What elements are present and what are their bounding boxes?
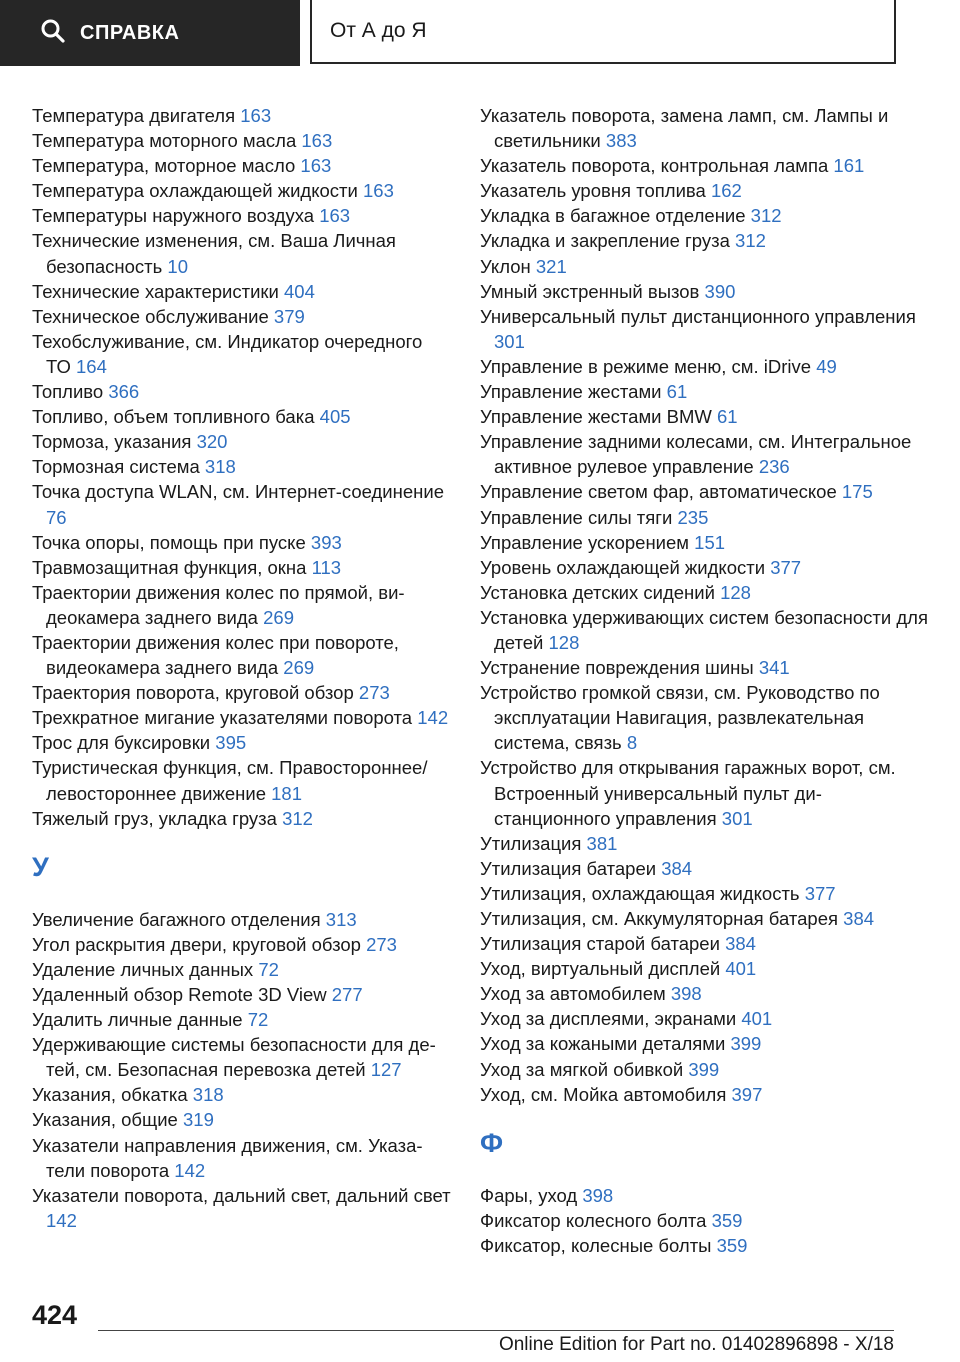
index-entry <box>32 1082 452 1107</box>
top-navigation-bar <box>0 0 960 66</box>
page-reference-link[interactable]: 404 <box>284 280 315 302</box>
page-reference-link[interactable]: 142 <box>174 1159 206 1181</box>
page-reference-link[interactable]: 401 <box>725 958 757 980</box>
index-entry-text: Трехкратное мигание указателями поворота <box>32 707 418 729</box>
index-entry <box>32 479 452 529</box>
page-reference-link[interactable]: 390 <box>704 280 736 302</box>
index-entry-text: Увеличение багажного отделения <box>32 908 326 930</box>
index-entry-text: Установка детских сидений <box>480 581 721 603</box>
index-entry-text: Технические изменения, см. Ваша Личная безопасность <box>32 230 396 277</box>
page-reference-link[interactable]: 401 <box>741 1008 773 1030</box>
page-reference-link[interactable]: 277 <box>331 984 363 1005</box>
search-reference-tab[interactable] <box>0 0 300 66</box>
page-reference-link[interactable]: 318 <box>192 1084 224 1106</box>
index-entry <box>32 103 452 128</box>
index-entry <box>480 304 930 354</box>
index-entry-text: Устройство для открывания гаражных ворот, см. Встроенный универсальный пульт дистанционного управления <box>480 757 896 829</box>
index-entry <box>480 1082 930 1107</box>
index-entry <box>480 755 930 830</box>
index-entry <box>480 429 930 479</box>
index-entry-text: Уход за автомобилем <box>480 983 671 1005</box>
index-entry-text: Трос для буксировки <box>32 732 216 754</box>
index-entry-text: Универсальный пульт дистанционного управления <box>480 305 916 327</box>
index-entry-text: Температура, моторное масло <box>32 155 301 177</box>
search-icon <box>40 18 80 49</box>
index-entry <box>480 1233 930 1258</box>
index-entry <box>480 605 930 655</box>
footer-divider <box>98 1330 894 1331</box>
index-entry-text: Укладка в багажное отделение <box>480 205 751 227</box>
index-entry <box>32 128 452 153</box>
page-reference-link[interactable]: 72 <box>247 1009 269 1031</box>
page-reference-link[interactable]: 379 <box>273 305 305 327</box>
page-reference-link[interactable]: 393 <box>310 531 342 553</box>
index-entry-text: Температуры наружного воздуха <box>32 205 320 227</box>
index-entry-text: Уровень охлаждающей жидкости <box>480 556 771 578</box>
page-reference-link[interactable]: 163 <box>363 180 394 202</box>
index-entry <box>480 580 930 605</box>
page-reference-link[interactable]: 398 <box>582 1184 614 1206</box>
index-entry <box>480 931 930 956</box>
index-entry <box>480 831 930 856</box>
index-entry <box>480 856 930 881</box>
page-reference-link[interactable]: 312 <box>282 807 313 829</box>
index-entry-text: Удалить личные данные <box>32 1009 248 1031</box>
page-reference-link[interactable]: 128 <box>548 631 580 653</box>
page-reference-link[interactable]: 399 <box>688 1058 720 1080</box>
index-entry <box>32 1133 452 1183</box>
index-entry-text: Туристическая функция, см. Правостороннее/ левостороннее движение <box>32 757 428 804</box>
index-entry <box>32 730 452 755</box>
index-entry-text: Уход за кожаными деталями <box>480 1033 731 1055</box>
page-reference-link[interactable]: 381 <box>586 832 618 854</box>
page-reference-link[interactable]: 318 <box>204 456 236 478</box>
page-reference-link[interactable]: 49 <box>816 355 837 377</box>
index-column-right <box>480 103 930 1258</box>
page-reference-link[interactable]: 383 <box>605 130 637 152</box>
page-reference-link[interactable]: 127 <box>370 1059 402 1081</box>
index-entry-text: Траектории движения колес при повороте, видеокамера заднего вида <box>32 631 399 679</box>
page-reference-link[interactable]: 128 <box>720 581 751 603</box>
page-reference-link[interactable]: 320 <box>196 431 228 453</box>
index-entry-text: Управление силы тяги <box>480 506 678 528</box>
index-entry <box>480 555 930 580</box>
index-entry <box>480 279 930 304</box>
page-reference-link[interactable]: 151 <box>694 531 726 553</box>
index-entry-text: Указания, обкатка <box>32 1084 193 1106</box>
index-entry-text: Управление светом фар, автоматическое <box>480 481 842 503</box>
index-entry-text: Устранение повреждения шины <box>480 657 759 679</box>
page-reference-link[interactable]: 301 <box>494 330 525 352</box>
page-reference-link[interactable]: 163 <box>301 130 333 152</box>
index-entry-text: Управление задними колесами, см. Интегральное активное рулевое управление <box>480 431 912 478</box>
index-entry-text: Указатель поворота, замена ламп, см. Лампы и светильники <box>480 105 889 152</box>
index-entry <box>32 530 452 555</box>
index-entry-text: Утилизация <box>480 832 587 854</box>
index-entry <box>32 982 452 1007</box>
index-entry-text: Уклон <box>480 255 536 277</box>
index-entry-text: Траектория поворота, круговой обзор <box>32 682 359 704</box>
index-entry <box>32 957 452 982</box>
index-entry <box>32 429 452 454</box>
index-entry-text: Фиксатор, колесные болты <box>480 1234 717 1256</box>
index-entry-text: Утилизация батареи <box>480 857 662 879</box>
page-reference-link[interactable]: 377 <box>804 882 836 904</box>
index-entry <box>480 404 930 429</box>
page-reference-link[interactable]: 398 <box>670 983 702 1005</box>
index-entry <box>480 680 930 755</box>
page-reference-link[interactable]: 321 <box>535 255 567 277</box>
page-reference-link[interactable]: 236 <box>758 456 790 478</box>
index-entry <box>480 1006 930 1031</box>
page-reference-link[interactable]: 359 <box>716 1234 748 1256</box>
page-reference-link[interactable]: 72 <box>258 958 279 980</box>
index-entry-text: Тормозная система <box>32 456 205 478</box>
index-entry-text: Уход, виртуальный дисплей <box>480 958 726 980</box>
index-entry <box>32 1183 452 1233</box>
index-entry <box>32 404 452 429</box>
index-entry <box>480 479 930 504</box>
page-reference-link[interactable]: 301 <box>721 807 753 829</box>
footer-edition-text: Online Edition for Part no. 01402896898 - X/18 <box>498 1334 894 1355</box>
index-entry <box>32 630 452 680</box>
index-entry-text: Температура двигателя <box>32 105 241 126</box>
page-reference-link[interactable]: 273 <box>366 933 397 955</box>
index-entry <box>480 906 930 931</box>
index-entry <box>480 203 930 228</box>
index-entry-text: Точка опоры, помощь при пуске <box>32 531 311 553</box>
index-entry-text: Траектории движения колес по прямой, видеокамера заднего вида <box>32 581 405 628</box>
index-entry-text: Указатель уровня топлива <box>480 180 711 202</box>
index-entry <box>480 178 930 203</box>
page-reference-link[interactable]: 384 <box>725 933 756 955</box>
page-reference-link[interactable]: 366 <box>108 381 140 403</box>
index-entry-text: Указания, общие <box>32 1109 183 1131</box>
page-reference-link[interactable]: 162 <box>710 180 742 202</box>
page-reference-link[interactable]: 395 <box>215 732 247 754</box>
index-entry-text: Управление жестами <box>480 381 667 403</box>
index-entry-text: Утилизация, см. Аккумуляторная батарея <box>480 908 844 929</box>
page-reference-link[interactable]: 161 <box>833 155 865 177</box>
index-entry-text: Техническое обслуживание <box>32 305 274 327</box>
index-entry <box>480 956 930 981</box>
index-entry-text: Удерживающие системы безопасности для детей, см. Безопасная перевозка детей <box>32 1034 436 1081</box>
index-entry-text: Удаление личных данных <box>32 958 259 980</box>
page-reference-link[interactable]: 384 <box>661 857 693 879</box>
page-reference-link[interactable]: 61 <box>666 381 688 403</box>
page-reference-link[interactable]: 384 <box>843 908 875 929</box>
page-reference-link[interactable]: 175 <box>841 481 873 503</box>
index-entry <box>32 705 452 730</box>
index-entry <box>32 379 452 404</box>
page-reference-link[interactable]: 76 <box>46 506 67 528</box>
index-entry <box>480 981 930 1006</box>
index-entry-text: Фиксатор колесного болта <box>480 1209 712 1231</box>
index-entry-text: Уход, см. Мойка автомобиля <box>480 1083 732 1105</box>
index-entry <box>32 555 452 580</box>
page-reference-link[interactable]: 142 <box>46 1209 77 1231</box>
index-entry <box>480 254 930 279</box>
index-entry <box>32 907 452 932</box>
index-entry <box>480 881 930 906</box>
index-entry-text: Укладка и закрепление груза <box>480 230 736 252</box>
index-entry-text: Температура моторного масла <box>32 130 302 152</box>
page-reference-link[interactable]: 269 <box>263 606 294 628</box>
page-reference-link[interactable]: 397 <box>731 1083 763 1105</box>
page-reference-link[interactable]: 164 <box>76 355 107 377</box>
index-entry-text: Фары, уход <box>480 1184 583 1206</box>
index-entry <box>32 806 452 831</box>
index-entry <box>32 580 452 630</box>
page-reference-link[interactable]: 273 <box>358 682 390 704</box>
index-entry <box>32 755 452 805</box>
index-entry <box>32 1032 452 1082</box>
index-entry <box>480 1208 930 1233</box>
page-reference-link[interactable]: 312 <box>750 205 782 227</box>
page-reference-link[interactable]: 163 <box>319 205 351 227</box>
index-entry <box>480 655 930 680</box>
index-entry-text: Точка доступа WLAN, см. Интернет-соединение <box>32 481 444 503</box>
page-reference-link[interactable]: 313 <box>325 908 357 930</box>
a-to-z-index-tab[interactable] <box>310 0 896 64</box>
page-reference-link[interactable]: 10 <box>167 255 188 277</box>
index-entry-text: Указатель поворота, контрольная лампа <box>480 155 834 177</box>
index-entry-text: Управление ускорением <box>480 531 695 553</box>
index-entry <box>32 228 452 278</box>
index-entry-text: Управление в режиме меню, см. iDrive <box>480 355 817 377</box>
index-entry <box>32 153 452 178</box>
page-reference-link[interactable]: 399 <box>730 1033 762 1055</box>
index-entry <box>32 932 452 957</box>
index-entry <box>32 454 452 479</box>
index-column-left <box>32 103 452 1233</box>
search-reference-tab-label: СПРАВКА <box>80 21 180 44</box>
index-entry <box>32 203 452 228</box>
index-entry-text: Уход за дисплеями, экранами <box>480 1008 742 1030</box>
index-entry-text: Топливо <box>32 381 109 403</box>
index-entry-text: Умный экстренный вызов <box>480 280 705 302</box>
index-section-letter: Ф <box>480 1127 504 1158</box>
index-entry <box>32 680 452 705</box>
index-entry-text: Топливо, объем топливного бака <box>32 406 320 428</box>
index-entry <box>480 530 930 555</box>
index-entry <box>32 178 452 203</box>
a-to-z-index-tab-label: От А до Я <box>330 19 427 42</box>
index-section-letter: У <box>32 851 49 882</box>
index-entry-text: Температура охлаждающей жидкости <box>32 180 364 202</box>
index-entry <box>480 1057 930 1082</box>
page-reference-link[interactable]: 61 <box>717 406 738 428</box>
page-reference-link[interactable]: 163 <box>300 155 332 177</box>
page-reference-link[interactable]: 319 <box>183 1109 214 1131</box>
page-reference-link[interactable]: 269 <box>283 657 315 679</box>
page-reference-link[interactable]: 235 <box>677 506 709 528</box>
index-entry-text: Управление жестами BMW <box>480 406 717 428</box>
page-reference-link[interactable]: 142 <box>417 707 449 729</box>
index-entry <box>480 153 930 178</box>
index-entry <box>480 1031 930 1056</box>
index-entry <box>480 103 930 153</box>
page-reference-link[interactable]: 113 <box>311 556 342 578</box>
index-entry <box>32 304 452 329</box>
index-entry-text: Указатели направления движения, см. Указатели поворота <box>32 1134 423 1181</box>
index-entry <box>480 228 930 253</box>
index-entry <box>480 1183 930 1208</box>
index-entry-text: Уход за мягкой обивкой <box>480 1058 689 1080</box>
page-reference-link[interactable]: 405 <box>319 406 351 428</box>
index-entry <box>32 1107 452 1132</box>
index-entry-text: Тормоза, указания <box>32 431 197 453</box>
page-number: 424 <box>32 1300 78 1330</box>
page-reference-link[interactable]: 377 <box>770 556 802 578</box>
index-entry-text: Технические характеристики <box>32 280 284 302</box>
index-entry-text: Утилизация старой батареи <box>480 933 726 955</box>
index-entry-text: Травмозащитная функция, окна <box>32 556 312 578</box>
index-entry-text: Тяжелый груз, укладка груза <box>32 807 283 829</box>
index-entry-text: Утилизация, охлаждающая жидкость <box>480 882 805 904</box>
index-entry <box>480 354 930 379</box>
index-entry-text: Установка удерживающих систем безопасности для детей <box>480 606 928 653</box>
index-entry-text: Устройство громкой связи, см. Руководство по эксплуатации Навигация, развлекательная система, связь <box>480 682 880 754</box>
page-reference-link[interactable]: 163 <box>240 105 272 126</box>
index-entry <box>32 1007 452 1032</box>
page-reference-link[interactable]: 312 <box>735 230 766 252</box>
index-entry <box>480 505 930 530</box>
index-entry <box>480 379 930 404</box>
page-reference-link[interactable]: 8 <box>626 732 638 754</box>
index-entry-text: Угол раскрытия двери, круговой обзор <box>32 933 367 955</box>
page-reference-link[interactable]: 341 <box>758 657 790 679</box>
page-reference-link[interactable]: 359 <box>711 1209 743 1231</box>
index-entry <box>32 329 452 379</box>
page-reference-link[interactable]: 181 <box>271 782 303 804</box>
index-entry <box>32 279 452 304</box>
index-entry-text: Указатели поворота, дальний свет, дальний свет <box>32 1184 451 1206</box>
index-entry-text: Удаленный обзор Remote 3D View <box>32 984 332 1005</box>
index-entry-text: Техобслуживание, см. Индикатор очередного ТО <box>32 330 423 377</box>
